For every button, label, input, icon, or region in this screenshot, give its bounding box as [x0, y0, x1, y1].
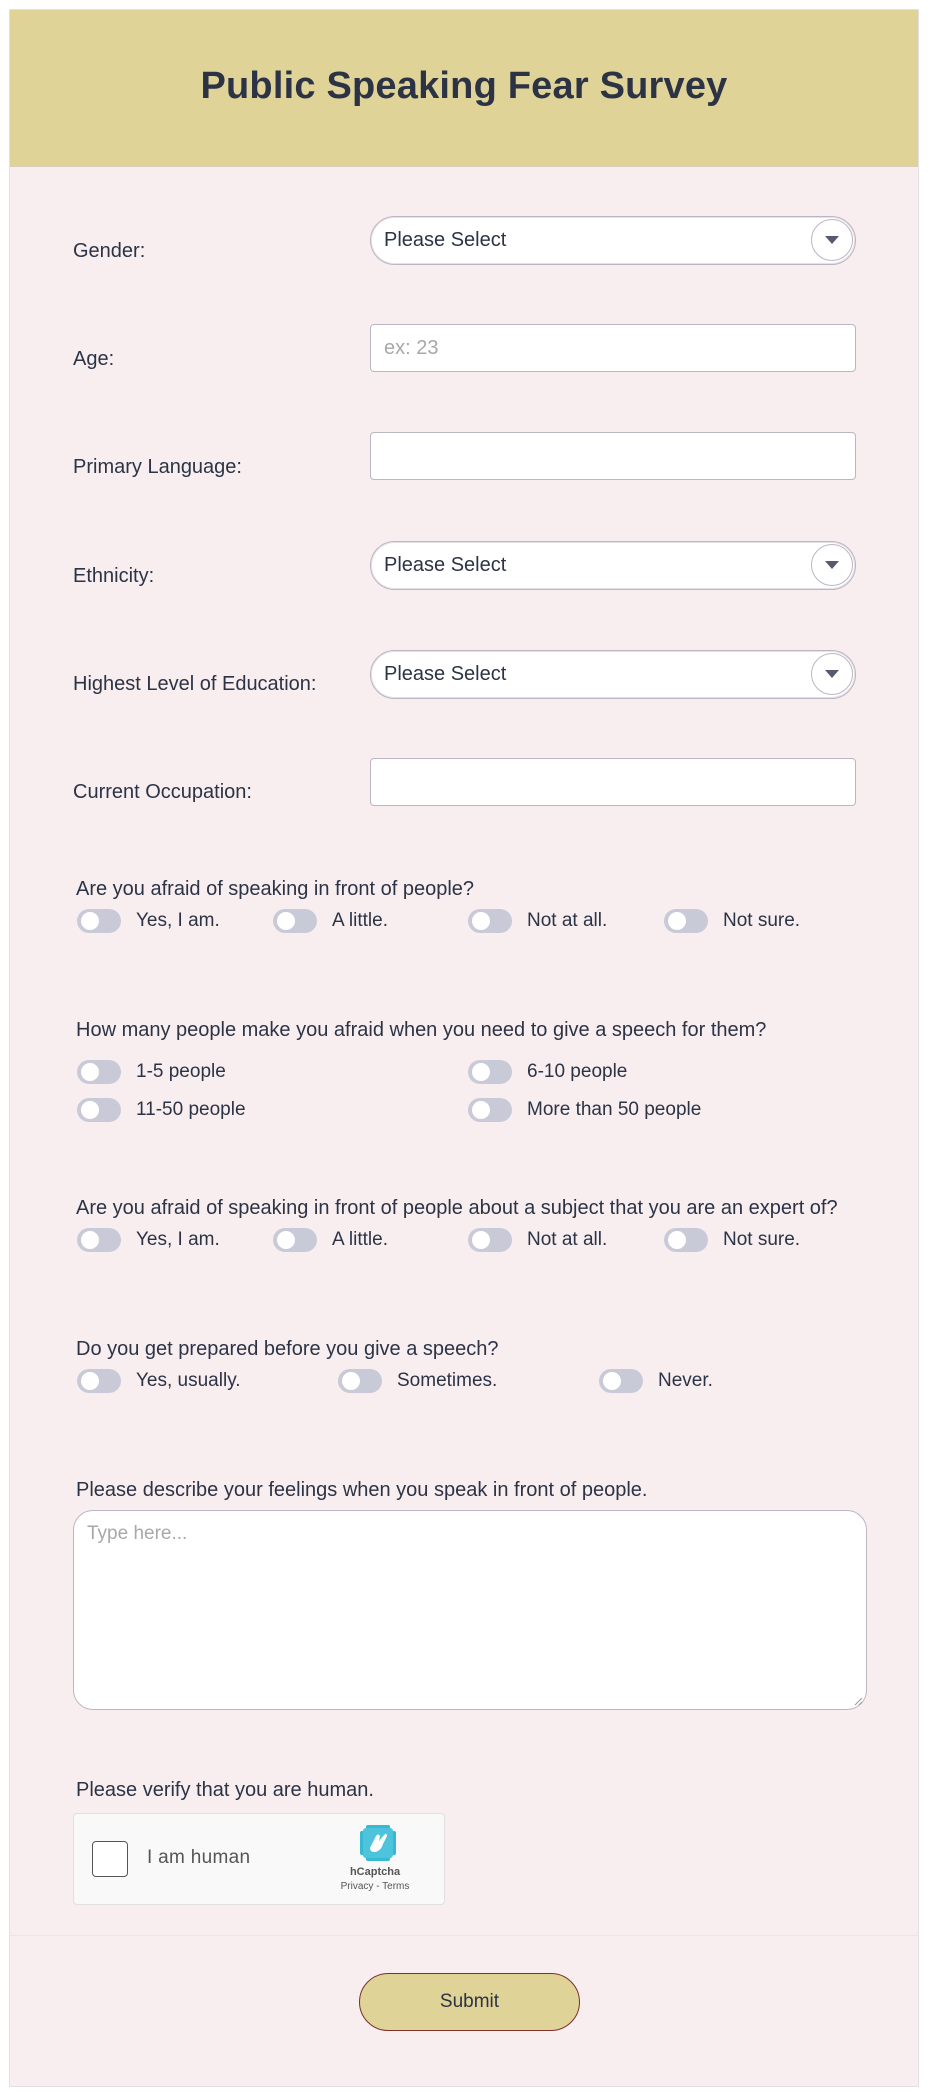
q2-option-6-10[interactable]	[468, 1059, 627, 1085]
feelings-textarea[interactable]	[73, 1510, 867, 1710]
captcha-link-separator: -	[373, 1881, 383, 1892]
resize-grip-icon[interactable]	[853, 1696, 863, 1706]
education-label: Highest Level of Education:	[73, 673, 317, 695]
question-how-many-people: How many people make you afraid when you need to give a speech for them?	[76, 1019, 767, 1041]
chevron-down-icon[interactable]	[811, 544, 853, 586]
occupation-label: Current Occupation:	[73, 781, 252, 803]
gender-select-value: Please Select	[384, 229, 507, 251]
question-get-prepared: Do you get prepared before you give a speech?	[76, 1338, 499, 1360]
option-label: Sometimes.	[397, 1370, 498, 1391]
primary-language-input[interactable]	[370, 432, 856, 480]
captcha-terms-link[interactable]: Terms	[382, 1881, 410, 1892]
toggle-switch[interactable]	[77, 1060, 121, 1084]
question-afraid-speaking: Are you afraid of speaking in front of people?	[76, 878, 475, 900]
toggle-switch[interactable]	[273, 1228, 317, 1252]
form-title: Public Speaking Fear Survey	[200, 64, 728, 107]
ethnicity-select-value: Please Select	[384, 554, 507, 576]
footer-divider	[10, 1935, 918, 1936]
option-label: More than 50 people	[527, 1099, 702, 1120]
option-label: Yes, I am.	[136, 910, 220, 931]
captcha-brand: hCaptcha	[349, 1866, 401, 1878]
q1-option-not-at-all[interactable]	[468, 908, 607, 934]
option-label: Not at all.	[527, 910, 608, 931]
toggle-switch[interactable]	[664, 909, 708, 933]
gender-select[interactable]	[370, 216, 856, 265]
q3-option-not-sure[interactable]	[664, 1227, 800, 1253]
q1-option-not-sure[interactable]	[664, 908, 800, 934]
option-label: Never.	[658, 1370, 713, 1391]
q2-option-50-plus[interactable]	[468, 1097, 701, 1123]
q1-option-little[interactable]	[273, 908, 388, 934]
hcaptcha-widget	[73, 1813, 445, 1905]
q2-option-1-5[interactable]	[77, 1059, 226, 1085]
option-label: 6-10 people	[527, 1061, 628, 1082]
toggle-switch[interactable]	[77, 1369, 121, 1393]
toggle-switch[interactable]	[468, 1060, 512, 1084]
captcha-links	[310, 1881, 440, 1892]
toggle-switch[interactable]	[468, 909, 512, 933]
gender-label: Gender:	[73, 240, 146, 262]
q4-option-never[interactable]	[599, 1368, 713, 1394]
option-label: A little.	[332, 1229, 388, 1250]
q3-option-little[interactable]	[273, 1227, 388, 1253]
hcaptcha-logo-icon	[357, 1822, 399, 1864]
submit-button[interactable]: Submit	[359, 1973, 580, 2031]
chevron-down-icon[interactable]	[811, 219, 853, 261]
question-describe-feelings: Please describe your feelings when you speak in front of people.	[76, 1479, 648, 1501]
toggle-switch[interactable]	[77, 1228, 121, 1252]
toggle-switch[interactable]	[468, 1098, 512, 1122]
q3-option-not-at-all[interactable]	[468, 1227, 607, 1253]
question-afraid-expert: Are you afraid of speaking in front of people about a subject that you are an expert of?	[76, 1197, 838, 1219]
toggle-switch[interactable]	[77, 1098, 121, 1122]
q4-option-sometimes[interactable]	[338, 1368, 497, 1394]
survey-form	[9, 9, 919, 2087]
chevron-down-icon[interactable]	[811, 653, 853, 695]
captcha-prompt: Please verify that you are human.	[76, 1779, 374, 1801]
captcha-privacy-link[interactable]: Privacy	[340, 1881, 374, 1892]
toggle-switch[interactable]	[664, 1228, 708, 1252]
form-header	[10, 10, 918, 167]
primary-language-label: Primary Language:	[73, 456, 242, 478]
option-label: 1-5 people	[136, 1061, 226, 1082]
education-select[interactable]	[370, 650, 856, 699]
ethnicity-select[interactable]	[370, 541, 856, 590]
q3-option-yes[interactable]	[77, 1227, 220, 1253]
age-label: Age:	[73, 348, 115, 370]
option-label: A little.	[332, 910, 388, 931]
captcha-checkbox[interactable]	[92, 1841, 128, 1877]
q2-option-11-50[interactable]	[77, 1097, 246, 1123]
ethnicity-label: Ethnicity:	[73, 565, 155, 587]
toggle-switch[interactable]	[338, 1369, 382, 1393]
option-label: Not sure.	[723, 1229, 801, 1250]
toggle-switch[interactable]	[273, 909, 317, 933]
toggle-switch[interactable]	[599, 1369, 643, 1393]
toggle-switch[interactable]	[77, 909, 121, 933]
option-label: Yes, I am.	[136, 1229, 220, 1250]
age-input[interactable]	[370, 324, 856, 372]
education-select-value: Please Select	[384, 663, 507, 685]
occupation-input[interactable]	[370, 758, 856, 806]
option-label: Not sure.	[723, 910, 801, 931]
option-label: 11-50 people	[136, 1099, 246, 1120]
captcha-checkbox-label: I am human	[147, 1847, 251, 1868]
option-label: Yes, usually.	[136, 1370, 241, 1391]
q1-option-yes[interactable]	[77, 908, 220, 934]
q4-option-usually[interactable]	[77, 1368, 241, 1394]
option-label: Not at all.	[527, 1229, 608, 1250]
toggle-switch[interactable]	[468, 1228, 512, 1252]
